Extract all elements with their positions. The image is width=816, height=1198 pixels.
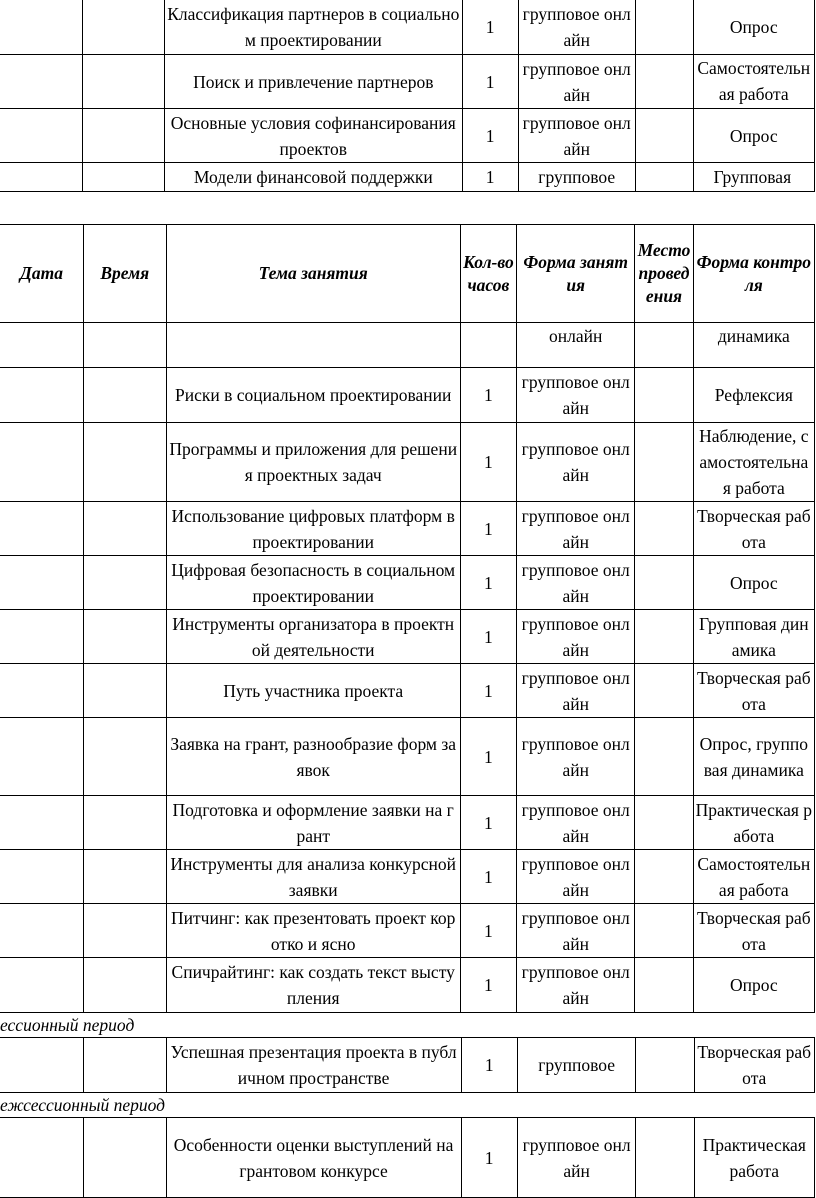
hours-cell: 1: [462, 109, 518, 163]
table-row: [0, 109, 815, 163]
hours-cell: 1: [460, 958, 516, 1013]
date-cell: [0, 556, 83, 610]
place-cell: [636, 1118, 694, 1198]
form-cell: онлайн: [517, 323, 635, 368]
hours-cell: 1: [460, 610, 516, 664]
form-cell: групповое онлайн: [517, 1118, 635, 1198]
place-cell: [635, 904, 693, 958]
date-cell: [0, 850, 83, 904]
table-row: [0, 502, 815, 556]
topic-cell: Инструменты организатора в проектной деятельности: [166, 610, 460, 664]
topic-cell: Классификация партнеров в социальном проектировании: [165, 0, 463, 55]
date-cell: [0, 368, 83, 423]
header-form: Форма занятия: [517, 225, 635, 323]
form-cell: групповое онлайн: [517, 958, 635, 1013]
hours-cell: 1: [462, 0, 518, 55]
table-row: [0, 423, 815, 502]
place-cell: [635, 958, 693, 1013]
session-table: [0, 1037, 815, 1093]
hours-cell: 1: [460, 718, 516, 796]
table-row: [0, 0, 815, 55]
topic-cell: Подготовка и оформление заявки на грант: [166, 796, 460, 850]
form-cell: групповое онлайн: [517, 796, 635, 850]
control-cell: Опрос: [693, 0, 815, 55]
header-control: Форма контроля: [693, 225, 814, 323]
control-cell: Опрос: [693, 556, 814, 610]
time-cell: [83, 958, 166, 1013]
time-cell: [83, 1118, 166, 1198]
control-cell: Практическая работа: [693, 796, 814, 850]
table-row: [0, 1038, 815, 1093]
table-header-row: [0, 225, 815, 323]
control-cell: Творческая работа: [693, 904, 814, 958]
control-cell: Практическая работа: [694, 1118, 815, 1198]
place-cell: [635, 556, 693, 610]
control-cell: Опрос: [693, 958, 814, 1013]
date-cell: [0, 1118, 83, 1198]
hours-cell: 1: [460, 368, 516, 423]
time-cell: [83, 850, 166, 904]
form-cell: групповое онлайн: [517, 718, 635, 796]
form-cell: групповое: [517, 1038, 635, 1093]
place-cell: [635, 163, 693, 192]
form-cell: групповое онлайн: [518, 0, 635, 55]
table-row: [0, 556, 815, 610]
place-cell: [635, 368, 693, 423]
time-cell: [83, 502, 166, 556]
topic-cell: Основные условия софинансирования проектов: [165, 109, 463, 163]
date-cell: [0, 610, 83, 664]
place-cell: [635, 664, 693, 718]
control-cell: динамика: [693, 323, 814, 368]
time-cell: [83, 556, 166, 610]
time-cell: [82, 0, 164, 55]
hours-cell: 1: [460, 423, 516, 502]
table-row: [0, 610, 815, 664]
form-cell: групповое онлайн: [517, 664, 635, 718]
table-row: [0, 904, 815, 958]
date-cell: [0, 796, 83, 850]
date-cell: [0, 109, 82, 163]
topic-cell: Питчинг: как презентовать проект коротко и ясно: [166, 904, 460, 958]
hours-cell: 1: [460, 796, 516, 850]
topic-cell: Успешная презентация проекта в публичном пространстве: [166, 1038, 461, 1093]
control-cell: Творческая работа: [694, 1038, 814, 1093]
place-cell: [635, 109, 693, 163]
time-cell: [83, 664, 166, 718]
form-cell: групповое онлайн: [518, 109, 635, 163]
control-cell: Опрос: [693, 109, 815, 163]
table-row: [0, 55, 815, 109]
time-cell: [83, 368, 166, 423]
form-cell: групповое онлайн: [517, 904, 635, 958]
place-cell: [635, 850, 693, 904]
place-cell: [635, 323, 693, 368]
time-cell: [82, 55, 164, 109]
table-row: [0, 664, 815, 718]
table-row: [0, 1118, 815, 1198]
section-label-intersession: ежсессионный период: [0, 1095, 166, 1115]
table-row: [0, 163, 815, 192]
topic-cell: Модели финансовой поддержки: [165, 163, 463, 192]
form-cell: групповое онлайн: [517, 850, 635, 904]
section-label-session: ессионный период: [0, 1015, 135, 1035]
time-cell: [83, 1038, 166, 1093]
schedule-table-part1: [0, 0, 815, 192]
topic-cell: Заявка на грант, разнообразие форм заявок: [166, 718, 460, 796]
time-cell: [83, 423, 166, 502]
form-cell: групповое онлайн: [517, 610, 635, 664]
form-cell: групповое онлайн: [517, 368, 635, 423]
date-cell: [0, 55, 82, 109]
topic-cell: Инструменты для анализа конкурсной заявки: [166, 850, 460, 904]
time-cell: [83, 610, 166, 664]
hours-cell: 1: [462, 163, 518, 192]
topic-cell: [166, 323, 460, 368]
hours-cell: 1: [461, 1038, 517, 1093]
hours-cell: 1: [460, 502, 516, 556]
time-cell: [83, 904, 166, 958]
control-cell: Самостоятельная работа: [693, 850, 814, 904]
hours-cell: 1: [462, 55, 518, 109]
date-cell: [0, 502, 83, 556]
table-row: [0, 718, 815, 796]
date-cell: [0, 163, 82, 192]
topic-cell: Риски в социальном проектировании: [166, 368, 460, 423]
date-cell: [0, 0, 82, 55]
date-cell: [0, 904, 83, 958]
time-cell: [82, 163, 164, 192]
place-cell: [635, 502, 693, 556]
table-row: [0, 958, 815, 1013]
time-cell: [83, 323, 166, 368]
time-cell: [82, 109, 164, 163]
place-cell: [635, 55, 693, 109]
table-row: [0, 323, 815, 368]
place-cell: [635, 0, 693, 55]
form-cell: групповое онлайн: [517, 423, 635, 502]
header-date: Дата: [0, 225, 83, 323]
control-cell: Опрос, групповая динамика: [693, 718, 814, 796]
control-cell: Наблюдение, самостоятельная работа: [693, 423, 814, 502]
header-topic: Тема занятия: [166, 225, 460, 323]
schedule-table-part2: [0, 224, 815, 1013]
control-cell: Групповая: [693, 163, 815, 192]
header-time: Время: [83, 225, 166, 323]
table-row: [0, 796, 815, 850]
intersession-table: [0, 1117, 815, 1198]
form-cell: групповое онлайн: [517, 502, 635, 556]
control-cell: Рефлексия: [693, 368, 814, 423]
date-cell: [0, 664, 83, 718]
header-place: Место проведения: [635, 225, 693, 323]
header-hours: Кол-во часов: [460, 225, 516, 323]
date-cell: [0, 718, 83, 796]
topic-cell: Использование цифровых платформ в проектировании: [166, 502, 460, 556]
topic-cell: Путь участника проекта: [166, 664, 460, 718]
topic-cell: Спичрайтинг: как создать текст выступления: [166, 958, 460, 1013]
topic-cell: Особенности оценки выступлений на грантовом конкурсе: [166, 1118, 461, 1198]
form-cell: групповое: [518, 163, 635, 192]
control-cell: Групповая динамика: [693, 610, 814, 664]
date-cell: [0, 423, 83, 502]
table-row: [0, 368, 815, 423]
form-cell: групповое онлайн: [517, 556, 635, 610]
place-cell: [635, 610, 693, 664]
place-cell: [635, 796, 693, 850]
hours-cell: 1: [461, 1118, 517, 1198]
hours-cell: 1: [460, 904, 516, 958]
control-cell: Самостоятельная работа: [693, 55, 815, 109]
place-cell: [635, 423, 693, 502]
topic-cell: Программы и приложения для решения проектных задач: [166, 423, 460, 502]
form-cell: групповое онлайн: [518, 55, 635, 109]
hours-cell: 1: [460, 664, 516, 718]
time-cell: [83, 718, 166, 796]
table-row: [0, 850, 815, 904]
hours-cell: [460, 323, 516, 368]
place-cell: [635, 718, 693, 796]
date-cell: [0, 1038, 83, 1093]
date-cell: [0, 323, 83, 368]
date-cell: [0, 958, 83, 1013]
control-cell: Творческая работа: [693, 502, 814, 556]
time-cell: [83, 796, 166, 850]
topic-cell: Поиск и привлечение партнеров: [165, 55, 463, 109]
topic-cell: Цифровая безопасность в социальном проектировании: [166, 556, 460, 610]
hours-cell: 1: [460, 850, 516, 904]
place-cell: [636, 1038, 694, 1093]
hours-cell: 1: [460, 556, 516, 610]
control-cell: Творческая работа: [693, 664, 814, 718]
